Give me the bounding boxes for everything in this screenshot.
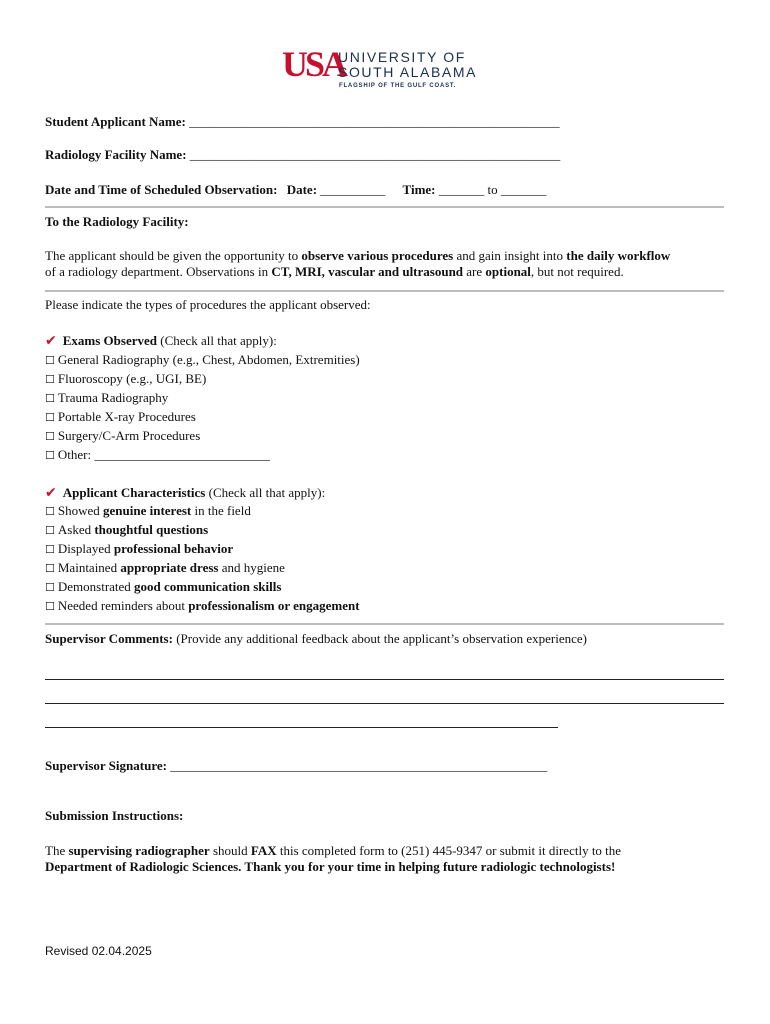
comment-line-2[interactable] bbox=[45, 703, 724, 704]
checkbox-icon[interactable]: ☐ bbox=[45, 449, 55, 462]
logo-line-1: UNIVERSITY OF bbox=[338, 49, 466, 65]
facility-section-heading: To the Radiology Facility: bbox=[45, 214, 189, 229]
time-end-blank[interactable]: _______ bbox=[500, 182, 547, 197]
supervisor-comments-heading bbox=[45, 631, 587, 647]
emphasis-observe-procedures: observe various procedures bbox=[301, 248, 454, 263]
characteristic-emphasis: good communication skills bbox=[134, 579, 282, 594]
date-blank[interactable]: __________ bbox=[320, 182, 386, 197]
checkbox-icon[interactable]: ☐ bbox=[45, 581, 55, 594]
emphasis-fax: FAX bbox=[250, 843, 277, 858]
exam-item-label: Portable X-ray Procedures bbox=[57, 409, 196, 424]
exam-checkbox-item[interactable] bbox=[45, 390, 168, 407]
exam-item-label: Trauma Radiography bbox=[57, 390, 169, 405]
submission-heading: Submission Instructions: bbox=[45, 808, 184, 823]
usa-logo-mark: USA bbox=[282, 44, 346, 84]
procedures-prompt: Please indicate the types of procedures the applicant observed: bbox=[45, 297, 371, 312]
checkbox-icon[interactable]: ☐ bbox=[45, 354, 55, 367]
checkbox-icon[interactable]: ☐ bbox=[45, 373, 55, 386]
revision-date: Revised 02.04.2025 bbox=[45, 944, 152, 958]
supervisor-signature-label: Supervisor Signature: bbox=[45, 758, 167, 773]
comment-line-3[interactable] bbox=[45, 727, 558, 728]
characteristic-checkbox-item[interactable] bbox=[45, 598, 360, 615]
checkbox-icon[interactable]: ☐ bbox=[45, 392, 55, 405]
checkmark-icon: ✔ bbox=[45, 485, 57, 501]
emphasis-modalities: CT, MRI, vascular and ultrasound bbox=[271, 264, 464, 279]
section-divider bbox=[45, 623, 724, 625]
applicant-name-label: Student Applicant Name: bbox=[45, 114, 186, 129]
submission-line-1 bbox=[45, 843, 621, 859]
exam-checkbox-item[interactable] bbox=[45, 352, 360, 369]
exams-observed-title: Exams Observed bbox=[62, 333, 157, 348]
exam-checkbox-item[interactable] bbox=[45, 447, 270, 464]
exam-item-label: General Radiography (e.g., Chest, Abdomen, Extremities) bbox=[57, 352, 360, 367]
characteristic-text: in the field bbox=[191, 503, 251, 518]
supervisor-signature-blank[interactable]: __________________________________________________________ bbox=[166, 758, 548, 773]
date-label: Date: bbox=[286, 182, 318, 197]
text-span: are bbox=[463, 264, 486, 279]
supervisor-comments-note: (Provide any additional feedback about the applicant’s observation experience) bbox=[172, 631, 587, 646]
characteristics-heading bbox=[45, 485, 325, 501]
section-divider bbox=[45, 206, 724, 208]
facility-name-blank[interactable]: _________________________________________________________ bbox=[189, 147, 561, 162]
characteristic-checkbox-item[interactable] bbox=[45, 560, 285, 577]
exam-checkbox-item[interactable] bbox=[45, 371, 206, 388]
checkbox-icon[interactable]: ☐ bbox=[45, 524, 55, 537]
characteristic-text: Needed reminders about bbox=[57, 598, 189, 613]
checkbox-icon[interactable]: ☐ bbox=[45, 430, 55, 443]
observation-datetime-field[interactable] bbox=[45, 182, 546, 198]
characteristic-text: Asked bbox=[57, 522, 95, 537]
facility-name-label: Radiology Facility Name: bbox=[45, 147, 187, 162]
text-span: The applicant should be given the opportunity to bbox=[45, 248, 302, 263]
time-start-blank[interactable]: _______ bbox=[438, 182, 485, 197]
university-logo bbox=[282, 44, 502, 94]
emphasis-supervising-radiographer: supervising radiographer bbox=[68, 843, 210, 858]
text-span: and gain insight into bbox=[453, 248, 567, 263]
checkmark-icon: ✔ bbox=[45, 333, 57, 349]
characteristics-title: Applicant Characteristics bbox=[62, 485, 206, 500]
characteristic-text: Maintained bbox=[57, 560, 121, 575]
exams-observed-heading bbox=[45, 333, 277, 349]
observation-datetime-label: Date and Time of Scheduled Observation: bbox=[45, 182, 278, 197]
text-span: this completed form to (251) 445-9347 or submit it directly to the bbox=[276, 843, 622, 858]
applicant-name-field[interactable] bbox=[45, 114, 560, 130]
exam-item-label: Fluoroscopy (e.g., UGI, BE) bbox=[57, 371, 207, 386]
characteristic-text: and hygiene bbox=[218, 560, 285, 575]
text-span: , but not required. bbox=[530, 264, 624, 279]
emphasis-daily-workflow: the daily workflow bbox=[566, 248, 671, 263]
characteristic-text: Displayed bbox=[57, 541, 114, 556]
checkbox-icon[interactable]: ☐ bbox=[45, 411, 55, 424]
characteristic-checkbox-item[interactable] bbox=[45, 503, 251, 520]
logo-line-2: SOUTH ALABAMA bbox=[338, 64, 478, 80]
characteristic-checkbox-item[interactable] bbox=[45, 579, 281, 596]
thank-you-text: . Thank you for your time in helping future radiologic technologists! bbox=[238, 859, 616, 874]
characteristic-emphasis: professional behavior bbox=[113, 541, 234, 556]
submission-line-2 bbox=[45, 859, 615, 875]
facility-name-field[interactable] bbox=[45, 147, 560, 163]
time-to-text: to bbox=[487, 182, 498, 197]
supervisor-comments-label: Supervisor Comments: bbox=[45, 631, 173, 646]
characteristic-emphasis: appropriate dress bbox=[120, 560, 219, 575]
department-name: Department of Radiologic Sciences bbox=[45, 859, 239, 874]
exam-checkbox-item[interactable] bbox=[45, 428, 200, 445]
exam-item-label: Surgery/C-Arm Procedures bbox=[57, 428, 201, 443]
characteristic-text: Showed bbox=[57, 503, 104, 518]
exams-observed-note: (Check all that apply): bbox=[156, 333, 277, 348]
characteristics-note: (Check all that apply): bbox=[205, 485, 326, 500]
applicant-name-blank[interactable]: _________________________________________________________ bbox=[189, 114, 560, 129]
exam-item-label: Other: ___________________________ bbox=[57, 447, 270, 462]
characteristic-emphasis: professionalism or engagement bbox=[188, 598, 360, 613]
emphasis-optional: optional bbox=[485, 264, 531, 279]
section-divider bbox=[45, 290, 724, 292]
facility-paragraph-line-2 bbox=[45, 264, 624, 280]
checkbox-icon[interactable]: ☐ bbox=[45, 600, 55, 613]
characteristic-checkbox-item[interactable] bbox=[45, 522, 208, 539]
checkbox-icon[interactable]: ☐ bbox=[45, 562, 55, 575]
text-span: of a radiology department. Observations in bbox=[45, 264, 272, 279]
characteristic-text: Demonstrated bbox=[57, 579, 135, 594]
text-span: The bbox=[45, 843, 69, 858]
characteristic-emphasis: thoughtful questions bbox=[94, 522, 209, 537]
checkbox-icon[interactable]: ☐ bbox=[45, 505, 55, 518]
logo-tagline: FLAGSHIP OF THE GULF COAST. bbox=[339, 83, 457, 89]
supervisor-signature-field[interactable] bbox=[45, 758, 547, 774]
time-label: Time: bbox=[402, 182, 436, 197]
text-span: should bbox=[209, 843, 251, 858]
checkbox-icon[interactable]: ☐ bbox=[45, 543, 55, 556]
characteristic-checkbox-item[interactable] bbox=[45, 541, 233, 558]
comment-line-1[interactable] bbox=[45, 679, 724, 680]
facility-paragraph-line-1 bbox=[45, 248, 670, 264]
characteristic-emphasis: genuine interest bbox=[103, 503, 192, 518]
exam-checkbox-item[interactable] bbox=[45, 409, 196, 426]
